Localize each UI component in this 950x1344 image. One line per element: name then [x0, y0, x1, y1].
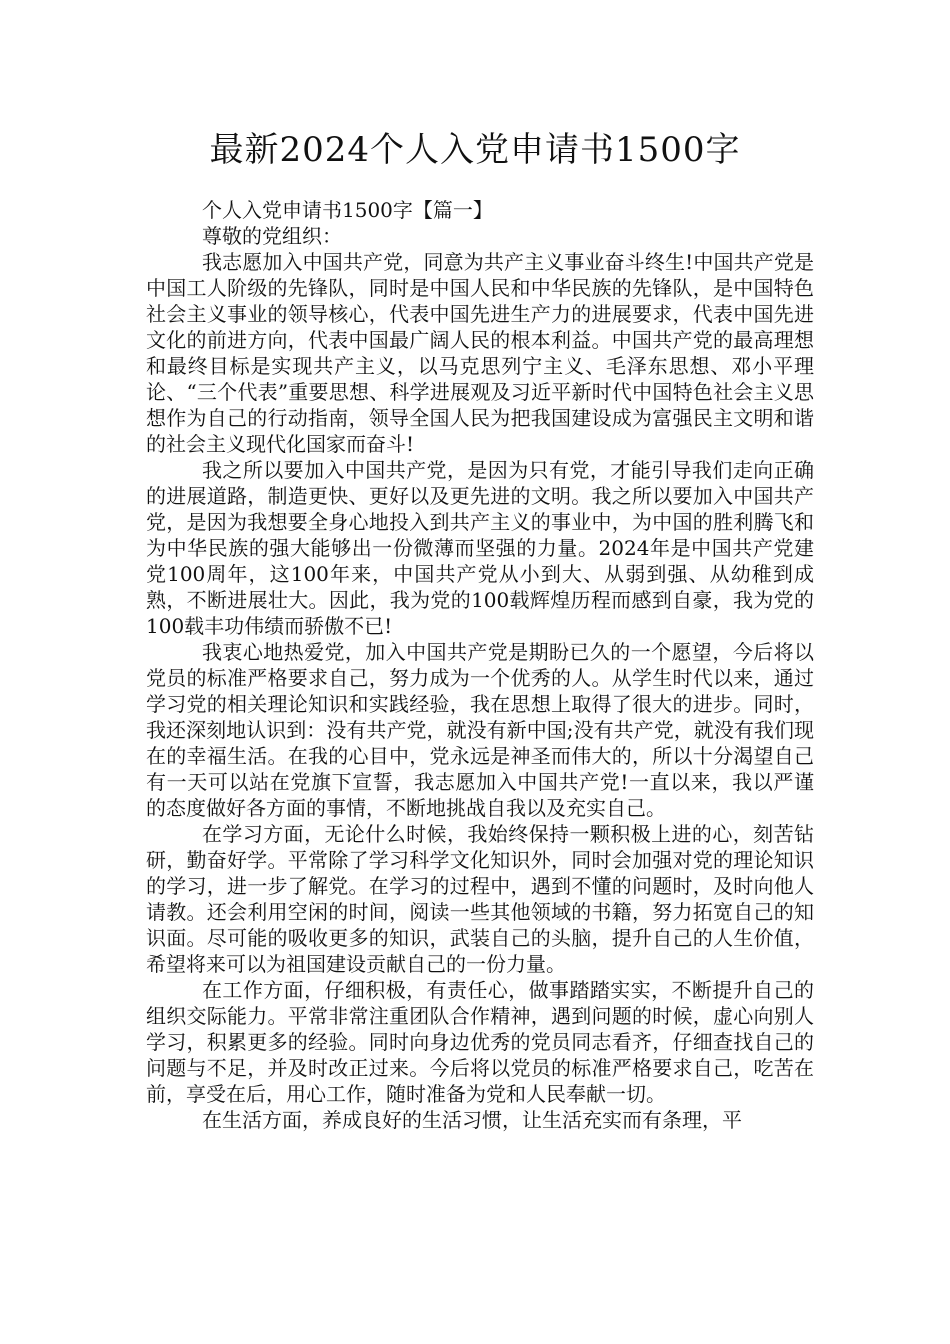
document-title: 最新2024个人入党申请书1500字 [209, 130, 741, 170]
paragraph-5: 在工作方面，仔细积极，有责任心，做事踏踏实实，不断提升自己的组织交际能力。平常非常注重团队合作精神，遇到问题的时候，虚心向别人学习，积累更多的经验。同时向身边优秀的党员同志看齐，仔细查找自己的问题与不足，并及时改正过来。今后将以党员的标准严格要求自己，吃苦在前，享受在后，用心工作，随时准备为党和人民奉献一切。 [146, 978, 814, 1106]
section-heading: 个人入党申请书1500字【篇一】 [202, 198, 493, 222]
salutation: 尊敬的党组织： [202, 224, 342, 248]
document-body [146, 197, 814, 1133]
paragraph-4: 在学习方面，无论什么时候，我始终保持一颗积极上进的心，刻苦钻研，勤奋好学。平常除了学习科学文化知识外，同时会加强对党的理论知识的学习，进一步了解党。在学习的过程中，遇到不懂的问题时，及时向他人请教。还会利用空闲的时间，阅读一些其他领域的书籍，努力拓宽自己的知识面。尽可能的吸收更多的知识，武装自己的头脑，提升自己的人生价值，希望将来可以为祖国建设贡献自己的一份力量。 [146, 822, 814, 976]
paragraph-1: 我志愿加入中国共产党，同意为共产主义事业奋斗终生!中国共产党是中国工人阶级的先锋队，同时是中国人民和中华民族的先锋队，是中国特色社会主义事业的领导核心，代表中国先进生产力的进展要求，代表中国先进文化的前进方向，代表中国最广阔人民的根本利益。中国共产党的最高理想和最终目标是实现共产主义，以马克思列宁主义、毛泽东思想、邓小平理论、“三个代表”重要思想、科学进展观及习近平新时代中国特色社会主义思想作为自己的行动指南，领导全国人民为把我国建设成为富强民主文明和谐的社会主义现代化国家而奋斗! [146, 250, 814, 456]
paragraph-3: 我衷心地热爱党，加入中国共产党是期盼已久的一个愿望，今后将以党员的标准严格要求自己，努力成为一个优秀的人。从学生时代以来，通过学习党的相关理论知识和实践经验，我在思想上取得了很大的进步。同时，我还深刻地认识到：没有共产党，就没有新中国;没有共产党，就没有我们现在的幸福生活。在我的心目中，党永远是神圣而伟大的，所以十分渴望自己有一天可以站在党旗下宣誓，我志愿加入中国共产党!一直以来，我以严谨的态度做好各方面的事情，不断地挑战自我以及充实自己。 [146, 640, 814, 820]
paragraph-2: 我之所以要加入中国共产党，是因为只有党，才能引导我们走向正确的进展道路，制造更快、更好以及更先进的文明。我之所以要加入中国共产党，是因为我想要全身心地投入到共产主义的事业中，为中国的胜利腾飞和为中华民族的强大能够出一份微薄而坚强的力量。2024年是中国共产党建党100周年，这100年来，中国共产党从小到大、从弱到强、从幼稚到成熟，不断进展壮大。因此，我为党的100载辉煌历程而感到自豪，我为党的100载丰功伟绩而骄傲不已! [146, 458, 814, 638]
paragraph-6: 在生活方面，养成良好的生活习惯，让生活充实而有条理，平 [202, 1108, 742, 1132]
